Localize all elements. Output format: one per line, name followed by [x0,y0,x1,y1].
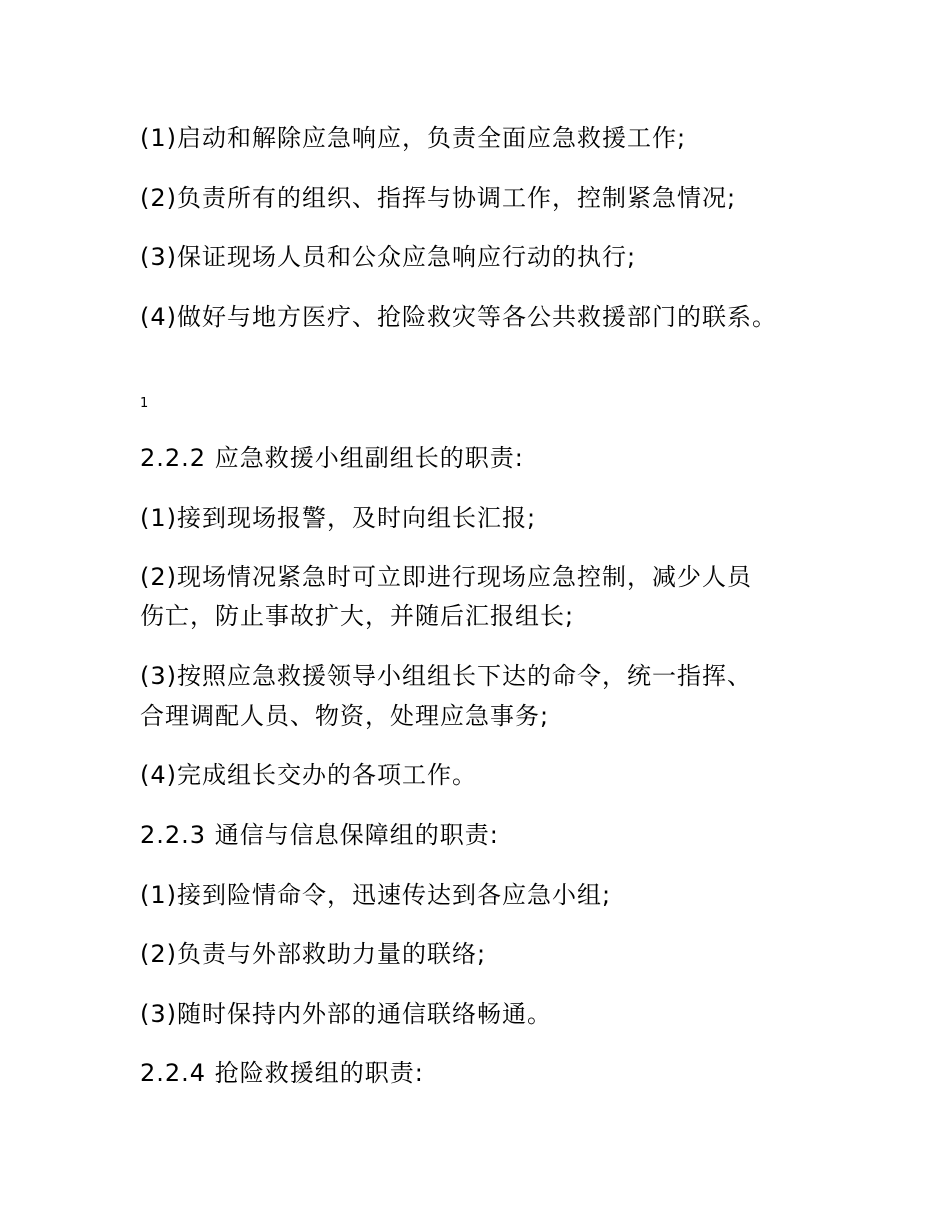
deputy-duty-item-4: (4)完成组长交办的各项工作。 [140,761,477,789]
duty-item-1: (1)启动和解除应急响应，负责全面应急救援工作; [140,124,687,152]
deputy-duty-item-1: (1)接到现场报警，及时向组长汇报; [140,504,537,532]
page-number: 1 [140,396,149,411]
deputy-duty-item-2-line-2: 伤亡，防止事故扩大，并随后汇报组长; [140,602,575,630]
deputy-duty-item-3-line-1: (3)按照应急救援领导小组组长下达的命令，统一指挥、 [140,662,752,690]
comm-duty-item-1: (1)接到险情命令，迅速传达到各应急小组; [140,881,612,909]
duty-item-2: (2)负责所有的组织、指挥与协调工作，控制紧急情况; [140,184,737,212]
duty-item-4: (4)做好与地方医疗、抢险救灾等各公共救援部门的联系。 [140,303,777,331]
comm-duty-item-3: (3)随时保持内外部的通信联络畅通。 [140,1000,552,1028]
deputy-duty-item-2-line-1: (2)现场情况紧急时可立即进行现场应急控制，减少人员 [140,563,752,591]
comm-duty-item-2: (2)负责与外部救助力量的联络; [140,940,487,968]
duty-item-3: (3)保证现场人员和公众应急响应行动的执行; [140,243,637,271]
section-heading-2-2-2: 2.2.2 应急救援小组副组长的职责: [140,444,524,472]
section-heading-2-2-3: 2.2.3 通信与信息保障组的职责: [140,821,499,849]
section-heading-2-2-4: 2.2.4 抢险救援组的职责: [140,1059,424,1087]
deputy-duty-item-3-line-2: 合理调配人员、物资，处理应急事务; [140,702,550,730]
